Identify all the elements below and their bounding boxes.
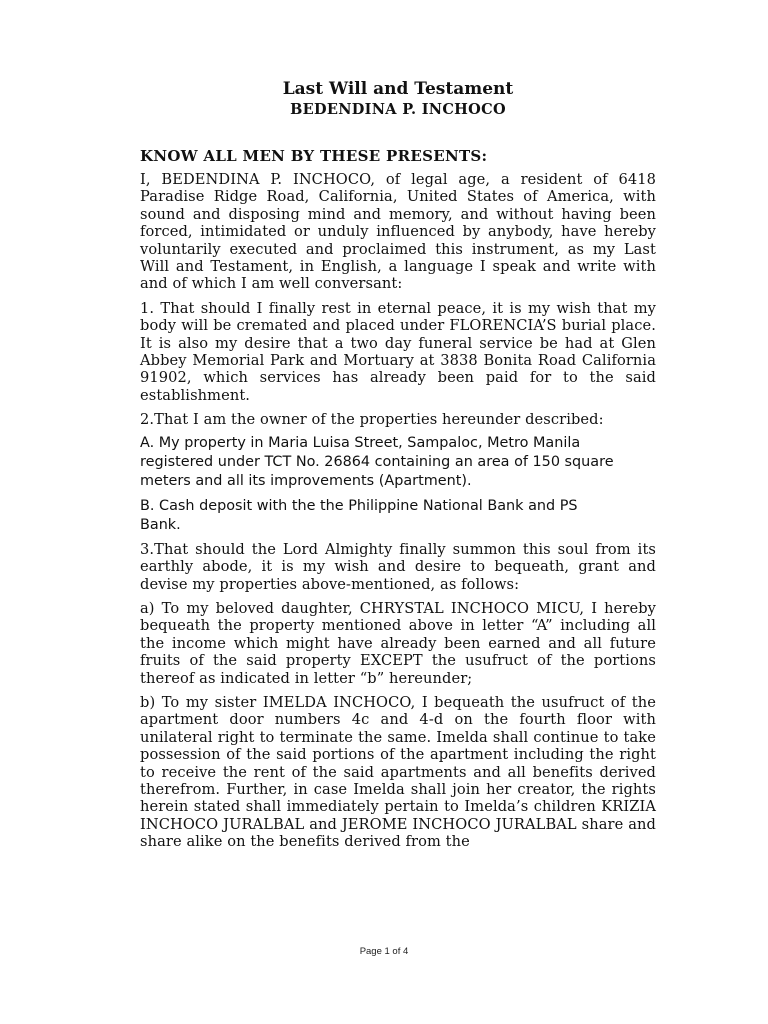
clause-1-paragraph: 1. That should I finally rest in eternal peace, it is my wish that my body will be cremated and placed under FLORENCIA’S burial place. It is also my desire that a two day funeral service be had at Glen Abbey Memorial Park and Mortuary at 3838 Bonita Road California 91902, which services has already been paid for to the said establishment. (140, 299, 656, 404)
intro-paragraph: I, BEDENDINA P. INCHOCO, of legal age, a resident of 6418 Paradise Ridge Road, California, United States of America, with sound and disposing mind and memory, and without having been forced, intimidated or unduly influenced by anybody, have hereby voluntarily executed and proclaimed this instrument, as my Last Will and Testament, in English, a language I speak and write with and of which I am well conversant: (140, 171, 656, 293)
testator-name: BEDENDINA P. INCHOCO (290, 101, 506, 118)
property-a-item: A. My property in Maria Luisa Street, Sampaloc, Metro Manila registered under TCT No. 26864 containing an area of 150 square meters and all its improvements (Apartment). (140, 434, 614, 489)
property-list (140, 434, 656, 535)
document-title: Last Will and Testament (282, 79, 514, 99)
document-page (140, 78, 656, 858)
clause-2-paragraph: 2.That I am the owner of the properties hereunder described: (140, 411, 604, 429)
property-b-item: B. Cash deposit with the the Philippine National Bank and PS Bank. (140, 497, 578, 533)
bequest-a-paragraph: a) To my beloved daughter, CHRYSTAL INCHOCO MICU, I hereby bequeath the property mentioned above in letter “A” including all the income which might have already been earned and all future fruits of the said property EXCEPT the usufruct of the portions thereof as indicated in letter “b” hereunder; (140, 599, 656, 687)
bequest-b-paragraph: b) To my sister IMELDA INCHOCO, I bequeath the usufruct of the apartment door numbers 4c and 4-d on the fourth floor with unilateral right to terminate the same. Imelda shall continue to take possession of the said portions of the apartment including the right to receive the rent of the said apartments and all benefits derived therefrom. Further, in case Imelda shall join her creator, the rights herein stated shall immediately pertain to Imelda’s children KRIZIA INCHOCO JURALBAL and JEROME INCHOCO JURALBAL share and share alike on the benefits derived from the (140, 693, 656, 851)
page-number: Page 1 of 4 (359, 946, 409, 957)
preamble-heading: KNOW ALL MEN BY THESE PRESENTS: (140, 147, 488, 165)
clause-3-paragraph: 3.That should the Lord Almighty finally summon this soul from its earthly abode, it is my wish and desire to bequeath, grant and devise my properties above-mentioned, as follows: (140, 540, 656, 593)
